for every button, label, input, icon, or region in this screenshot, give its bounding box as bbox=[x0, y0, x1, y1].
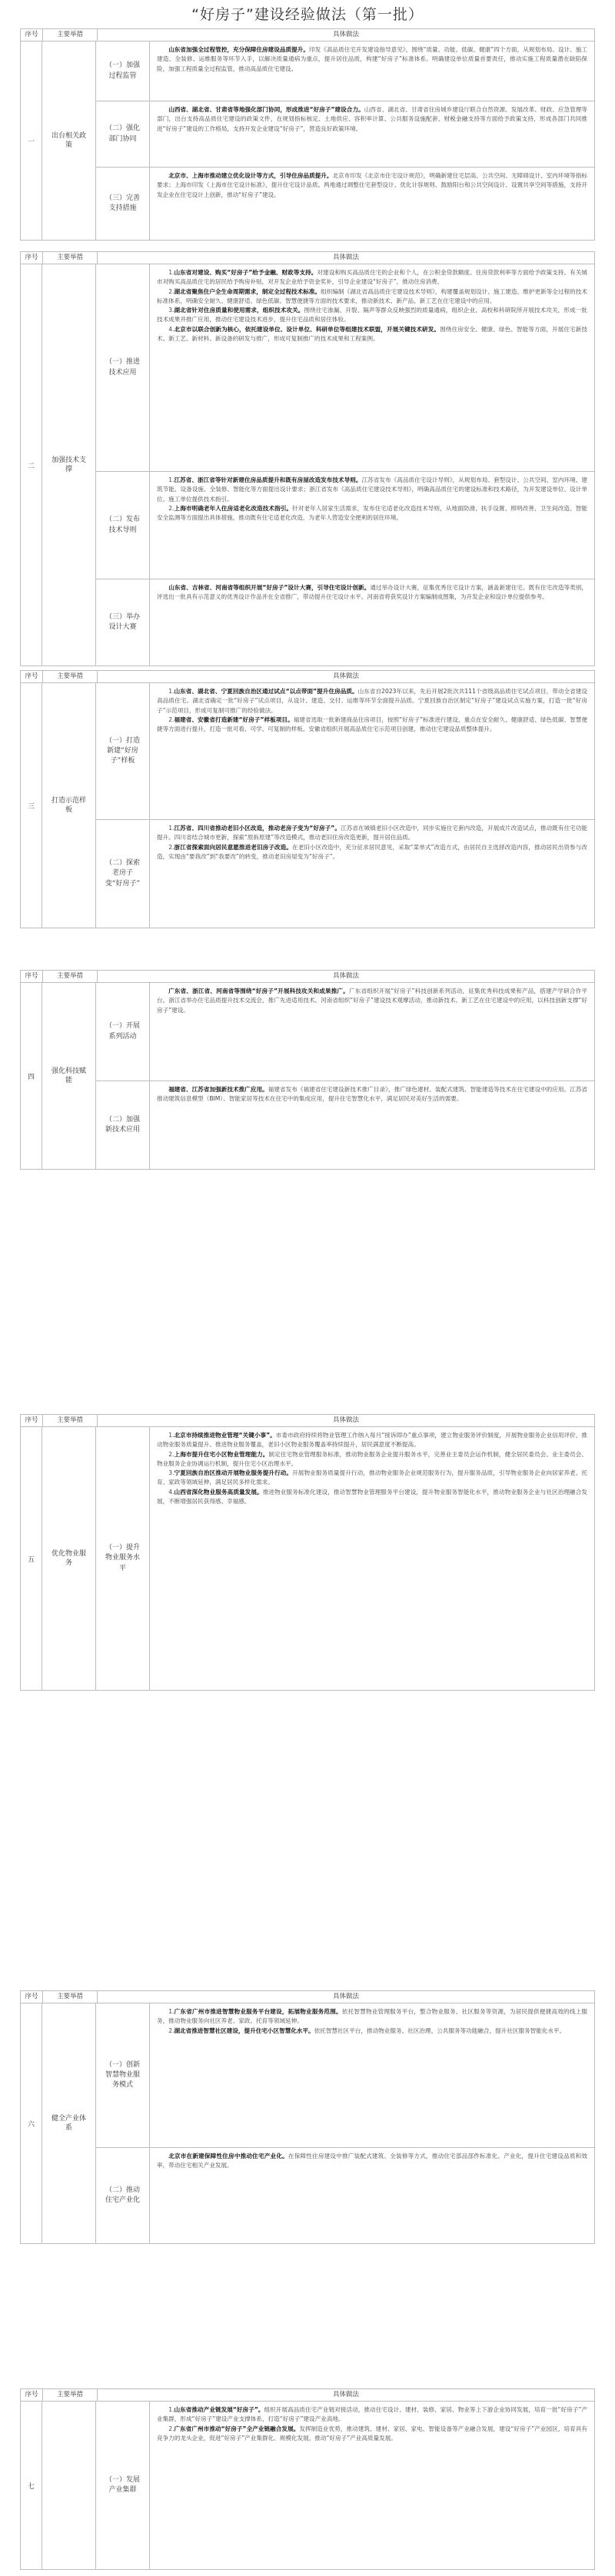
measure-label: （一）提升物业服务水平 bbox=[96, 1427, 150, 1690]
paragraph-text: 依托智慧社区平台，推动物业服务、社区治理、公共服务等功能融合，提升社区服务智能化水平。 bbox=[314, 2027, 566, 2034]
paragraph-lead: 山东省推动产业链发展“好房子”。 bbox=[174, 2406, 264, 2413]
detail-paragraph bbox=[157, 287, 587, 307]
paragraph-lead: 上海市明确老年人住房适老化改造技术指引。 bbox=[174, 504, 293, 512]
detail-paragraph bbox=[157, 824, 587, 843]
section-category: 优化物业服务 bbox=[42, 1427, 96, 1690]
paragraph-text: 在保障性住房建设中推广装配式建筑、全装修等方式，推动住宅部品部件标准化、产业化，提升住宅建设品质和效率，带动住宅相关产业发展。 bbox=[157, 2153, 587, 2169]
paragraph-text: 对建设和购买高品质住宅的企业和个人，在公积金贷款额度、住房贷款利率等方面给予政策支持。有关城市对购买高品质住宅的居民给予购房补贴，对开发企业给予资金奖补，引导企业建设“好房子”，推动住房消费。 bbox=[157, 269, 588, 286]
paragraph-lead: 江苏省、浙江省等针对新建住房品质提升和既有房屋改造发布技术导则。 bbox=[174, 476, 362, 483]
paragraph-number: 2. bbox=[168, 715, 175, 723]
paragraph-number: 2. bbox=[168, 2425, 175, 2432]
detail-paragraph bbox=[157, 1450, 587, 1469]
header-category: 主要举措 bbox=[43, 671, 98, 682]
header-text: 具体做法 bbox=[332, 254, 359, 261]
paragraph-lead: 宁夏回族自治区推动开展物业服务提升行动。 bbox=[174, 1469, 293, 1477]
measure-label: （一）创新智慧物业服务模式 bbox=[96, 2003, 150, 2147]
measure-label: （三）完善支持措施 bbox=[96, 168, 150, 240]
measure-detail bbox=[150, 472, 594, 579]
measure-label: （二）强化部门协同 bbox=[96, 101, 150, 167]
table-header bbox=[21, 1415, 594, 1427]
detail-paragraph bbox=[157, 171, 587, 200]
measure-row bbox=[96, 168, 594, 240]
header-text: 具体做法 bbox=[332, 2391, 359, 2398]
measure-row bbox=[96, 472, 594, 579]
section-category: 加强技术支撑 bbox=[42, 264, 96, 666]
section-5 bbox=[20, 1414, 595, 1691]
paragraph-number: 4. bbox=[168, 325, 175, 333]
section-4 bbox=[20, 970, 595, 1170]
paragraph-lead: 福建省、江苏省加强新技术推广应用。 bbox=[168, 1086, 268, 1093]
paragraph-text: 组织编制《湖北省高品质住宅建设技术导则》，构建覆盖规划设计、施工建造、维护更新等全过程的技术标准体系，明确安全耐久、健康舒适、绿色低碳、智慧便捷等方面的技术要求，推动新技术、新产品、新工艺在住宅建设中的应用。 bbox=[157, 287, 587, 304]
section-rows bbox=[96, 1427, 594, 1690]
measure-detail bbox=[150, 820, 594, 928]
section-rows bbox=[96, 2402, 594, 2569]
detail-paragraph bbox=[157, 1488, 587, 1507]
measure-detail bbox=[150, 2402, 594, 2569]
header-seq: 序号 bbox=[21, 1991, 43, 2003]
measure-detail bbox=[150, 683, 594, 819]
measure-detail bbox=[150, 579, 594, 666]
header-text: 具体做法 bbox=[332, 672, 359, 680]
paragraph-lead: 北京市、上海市推动建立优化设计等方式，引导住房品质提升。 bbox=[168, 172, 333, 179]
detail-paragraph bbox=[157, 583, 587, 603]
section-rows bbox=[96, 683, 594, 928]
measure-label: （一）加强过程监管 bbox=[96, 41, 150, 101]
table-header bbox=[21, 29, 594, 41]
paragraph-number: 4. bbox=[168, 1488, 175, 1495]
paragraph-number: 2. bbox=[168, 504, 175, 512]
detail-paragraph bbox=[157, 2152, 587, 2171]
paragraph-text: 推进物业服务标准化建设，推动智慧物业管理服务平台建设，提升物业服务智能化水平，推动物业服务企业与社区治理融合发展，不断增强居民获得感、幸福感。 bbox=[157, 1488, 587, 1505]
paragraph-number: 2. bbox=[168, 843, 175, 851]
section-seq: 一 bbox=[21, 41, 42, 240]
header-category: 主要举措 bbox=[43, 2389, 98, 2401]
paragraph-number: 1. bbox=[168, 688, 175, 695]
paragraph-text: 制定住宅物业管理服务标准，推动物业服务企业提升服务水平，完善业主委员会运作机制，健全居民委员会、业主委员会、物业服务企业协调运行机制，提升住宅小区治理水平。 bbox=[157, 1450, 588, 1467]
measure-label: （一）开展系列活动 bbox=[96, 983, 150, 1081]
paragraph-lead: 江苏省、四川省推动老旧小区改造，推动老房子变为“好房子”。 bbox=[174, 825, 341, 832]
header-category: 主要举措 bbox=[43, 1991, 98, 2003]
section-category: 打造示范样板 bbox=[42, 683, 96, 928]
paragraph-text: 北京市印发《北京市住宅设计规范》，明确新建住宅层高、公共空间、无障碍设计、室内环境等指标要求；上海市印发《上海市住宅设计标准》，提升住宅设计品质。两地通过调整住宅套型设计、优化计容规则、鼓励阳台和公共空间设计、设置共享空间等措施，支持开发企业在住宅设计上创新，推动“好房子”建设。 bbox=[157, 172, 587, 198]
measure-label: （一）打造新建“好房子”样板 bbox=[96, 683, 150, 819]
detail-paragraph bbox=[157, 504, 587, 523]
section-seq: 六 bbox=[21, 2003, 42, 2243]
detail-paragraph bbox=[157, 2425, 587, 2444]
paragraph-text: 市委市政府持续将物业管理工作纳入每月“接诉即办”重点事项，建立物业服务评价制度，开展物业服务企业信用评价，推动物业服务质量提升。推进物业服务覆盖，老旧小区物业服务覆盖率持续提升，居民满意度不断提高。 bbox=[157, 1432, 587, 1449]
measure-label: （二）发布技术导则 bbox=[96, 472, 150, 579]
section-rows bbox=[96, 2003, 594, 2243]
measure-detail bbox=[150, 2148, 594, 2243]
table-header bbox=[21, 971, 594, 983]
paragraph-lead: 山东省、湖北省、宁夏回族自治区通过试点“以点带面”提升住房品质。 bbox=[174, 688, 358, 695]
paragraph-lead: 福建省、安徽省打造新建“好房子”样板项目。 bbox=[174, 715, 294, 723]
header-category: 主要举措 bbox=[43, 29, 98, 41]
paragraph-number: 1. bbox=[168, 825, 175, 832]
section-2 bbox=[20, 251, 595, 666]
paragraph-lead: 山西省深化物业服务高质量发展。 bbox=[174, 1488, 263, 1495]
section-7 bbox=[20, 2388, 595, 2570]
header-seq: 序号 bbox=[21, 1415, 43, 1426]
section-seq: 二 bbox=[21, 264, 42, 666]
measure-row bbox=[96, 2148, 594, 2243]
paragraph-lead: 北京市以联合创新为核心，依托建设单位、设计单位、科研单位等组建技术联盟，开展关键技术研发。 bbox=[174, 325, 440, 333]
measure-detail bbox=[150, 168, 594, 240]
measure-detail bbox=[150, 1427, 594, 1690]
header-seq: 序号 bbox=[21, 252, 43, 264]
paragraph-text: 印发《高品质住宅开发建设指导意见》，围绕“质量、功能、低碳、健康”四个方面，从规划布局、设计、施工建造、全装修、运维服务等环节入手，以解决质量通病为重点，提升居住品质，构建“好房子”标准体系。明确建设单位质量首要责任，推动实施工程质量潜在缺陷保险，加强工程质量全过程监管，推动高品质住宅建设。 bbox=[157, 46, 588, 72]
measure-detail bbox=[150, 264, 594, 471]
section-category: 健全产业体系 bbox=[42, 2003, 96, 2243]
measure-detail bbox=[150, 41, 594, 101]
measure-label: （三）举办设计大赛 bbox=[96, 579, 150, 666]
header-seq: 序号 bbox=[21, 971, 43, 982]
detail-paragraph bbox=[157, 687, 587, 715]
paragraph-lead: 广东省广州市推进智慧物业服务平台建设，拓展物业服务范围。 bbox=[174, 2008, 342, 2015]
section-3 bbox=[20, 670, 595, 928]
measure-row bbox=[96, 820, 594, 928]
table-header bbox=[21, 252, 594, 264]
paragraph-lead: 北京市在新建保障性住房中推动住宅产业化。 bbox=[168, 2153, 288, 2159]
detail-paragraph bbox=[157, 476, 587, 504]
paragraph-number: 1. bbox=[168, 476, 175, 483]
paragraph-text: 山东省自2023年以来，先后开展2批次共111个省级高品质住宅试点项目，带动全省建设高品质住宅。湖北省确定一批“好房子”试点项目，从设计、建造、交付、运维等环节全面提升品质。宁夏回族自治区制定“好房子”建设试点实施方案，打造一批“好房子”示范项目，形成可复制可推广的经验做法。 bbox=[157, 688, 587, 714]
section-category: 强化科技赋能 bbox=[42, 983, 96, 1169]
header-text: 具体做法 bbox=[332, 1993, 359, 2000]
header-seq: 序号 bbox=[21, 671, 43, 682]
measure-label: （一）发展产业集群 bbox=[96, 2402, 150, 2569]
paragraph-text: 通过举办设计大赛，征集优秀住宅设计方案，涵盖新建住宅、既有住宅改造等类别，评选出一批具有示范意义的优秀设计作品并在全省推广，带动提升住宅设计水平。河南省将获奖设计方案编制成图集，为开发企业和设计单位提供参考。 bbox=[157, 584, 587, 601]
paragraph-text: 开展物业服务质量提升行动，推动物业服务企业规范服务行为，提升服务品质，引导物业服务企业向居家养老、托育、家政等领域延伸，满足居民多样化需求。 bbox=[157, 1469, 588, 1486]
detail-paragraph bbox=[157, 2027, 587, 2036]
table-header bbox=[21, 671, 594, 683]
paragraph-text: 在老旧小区改造中，充分征求居民意见，采取“菜单式”改造方式，由居民自主选择改造内容，推动居民出资参与改造，实现由“要我改”到“我要改”的转变，推动老旧房屋变为“好房子”。 bbox=[157, 843, 587, 860]
header-seq: 序号 bbox=[21, 2389, 43, 2401]
paragraph-number: 2. bbox=[168, 287, 175, 295]
detail-paragraph bbox=[157, 843, 587, 862]
measure-row bbox=[96, 683, 594, 820]
detail-paragraph bbox=[157, 325, 587, 344]
measure-row bbox=[96, 983, 594, 1081]
measure-detail bbox=[150, 1081, 594, 1169]
header-seq: 序号 bbox=[21, 29, 43, 41]
section-rows bbox=[96, 983, 594, 1169]
section-seq: 四 bbox=[21, 983, 42, 1169]
measure-row bbox=[96, 579, 594, 666]
detail-paragraph bbox=[157, 1085, 587, 1104]
measure-detail bbox=[150, 983, 594, 1081]
paragraph-number: 1. bbox=[168, 1432, 175, 1439]
paragraph-number: 2. bbox=[168, 2027, 175, 2034]
detail-paragraph bbox=[157, 45, 587, 74]
paragraph-text: 福建省发布《福建省住宅建设新技术推广目录》，推广绿色建材、装配式建筑、智能建造等技术在住宅建设中的应用。江苏省推动建筑信息模型（BIM）、智能家居等技术在住宅中的集成应用，提升住宅智慧化水平，满足居民对美好生活的需要。 bbox=[157, 1086, 587, 1103]
measure-row bbox=[96, 41, 594, 101]
paragraph-lead: 上海市提升住宅小区物业管理能力。 bbox=[174, 1450, 269, 1458]
paragraph-number: 3. bbox=[168, 1469, 175, 1477]
page-title: “好房子”建设经验做法（第一批） bbox=[191, 6, 424, 23]
measure-label: （一）推进技术应用 bbox=[96, 264, 150, 471]
paragraph-text: 山西省、湖北省、甘肃省住房城乡建设厅联合自然资源、发展改革、财政、应急管理等部门，出台支持高品质住宅建设的政策文件，在规划指标核定、土地供应、容积率计算、公共服务设施配套、财税金融支持等方面给予政策支持，形成各部门共同推进“好房子”建设的工作格局，支持开发企业建设“好房子”，营造良好政策环境。 bbox=[157, 106, 587, 132]
detail-paragraph bbox=[157, 1469, 587, 1488]
section-6 bbox=[20, 1990, 595, 2244]
paragraph-text: 发挥制造业优势，推动建筑、建材、家居、家电、智能设备等产业融合发展，建设“好房子”产业园区，培育具有竞争力的龙头企业，促进“好房子”产业集群化、规模化发展，推动“好房子”产业高质量发展。 bbox=[157, 2425, 587, 2442]
paragraph-lead: 山东省对建设、购买“好房子”给予金融、财政等支持。 bbox=[174, 269, 317, 276]
paragraph-lead: 广东省广州市推动“好房子”全产业链融合发展。 bbox=[174, 2425, 300, 2432]
paragraph-text: 广东省组织开展“好房子”科技创新系列活动，征集优秀科技成果和产品，搭建产学研合作平台。浙江省举办住宅品质提升技术交流会，推广先进适用技术。河南省组织“好房子”建设技术观摩活动，推动新技术、新工艺在住宅建设中的应用，以科技创新支撑“好房子”建设。 bbox=[157, 988, 587, 1014]
measure-row bbox=[96, 101, 594, 168]
measure-label: （二）探索老房子变“好房子” bbox=[96, 820, 150, 928]
measure-row bbox=[96, 2402, 594, 2569]
measure-detail bbox=[150, 2003, 594, 2147]
measure-label: （二）加强新技术应用 bbox=[96, 1081, 150, 1169]
paragraph-text: 依托智慧物业管理服务平台，整合物业服务、社区服务等资源，为居民提供便捷高效的线上服务，推动物业服务向社区养老、家政、托育等领域延伸。 bbox=[157, 2008, 588, 2025]
measure-detail bbox=[150, 101, 594, 167]
paragraph-lead: 湖北省针对住房质量和使用需求，组织技术攻关。 bbox=[174, 307, 304, 314]
paragraph-lead: 浙江省探索面向居民意愿推进老旧房子改造。 bbox=[174, 843, 293, 851]
paragraph-text: 组织开展高品质住宅产业链对接活动，推动住宅设计、建材、装修、家居、物业等上下游企业协同发展，培育一批“好房子”产业集群，形成“好房子”建设产业支撑体系，打造“好房子”建设产业高地。 bbox=[157, 2406, 587, 2423]
measure-row bbox=[96, 1081, 594, 1169]
header-category: 主要举措 bbox=[43, 971, 98, 982]
section-seq: 五 bbox=[21, 1427, 42, 1690]
paragraph-lead: 广东省、浙江省、河南省等围绕“好房子”开展科技攻关和成果推广。 bbox=[168, 988, 350, 994]
section-1 bbox=[20, 28, 595, 241]
paragraph-text: 江苏省发布《高品质住宅设计导则》，从规划布局、套型设计、公共空间、室内环境、建筑节能、设备设施、全装修、智能化等方面提出设计要求；浙江省发布《高品质住宅建设技术导则》，明确高品质住宅的建设标准和技术路径，为开发建设单位、设计单位、施工单位提供技术指引。 bbox=[157, 476, 587, 503]
section-category: 出台相关政策 bbox=[42, 41, 96, 240]
paragraph-lead: 北京市持续推进物业管理“关键小事”。 bbox=[174, 1432, 276, 1439]
paragraph-lead: 湖北省推进智慧社区建设，提升住宅小区智慧化水平。 bbox=[174, 2027, 314, 2034]
measure-row bbox=[96, 264, 594, 472]
detail-paragraph bbox=[157, 987, 587, 1015]
paragraph-text: 福建省选取一批新建商品住房项目，按照“好房子”标准进行建设，重点在安全耐久、健康舒适、绿色低碳、智慧便捷等方面进行提升，打造一批可看、可学、可复制的样板。安徽省组织开展高品质住宅示范项目创建，推动住宅建设品质整体提升。 bbox=[157, 715, 587, 733]
detail-paragraph bbox=[157, 715, 587, 735]
paragraph-text: 围绕住宅渗漏、开裂、隔声等群众反映强烈的质量通病，组织企业、高校和科研院所开展技术攻关，形成一批技术成果并推广应用，推动住宅建设技术进步，提升住宅品质和居住体验。 bbox=[157, 307, 587, 324]
paragraph-lead: 湖北省聚焦住户全生命周期需求，制定全过程技术标准。 bbox=[174, 287, 321, 295]
paragraph-number: 3. bbox=[168, 307, 175, 314]
paragraph-number: 1. bbox=[168, 2406, 175, 2413]
detail-paragraph bbox=[157, 306, 587, 325]
measure-row bbox=[96, 2003, 594, 2148]
detail-paragraph bbox=[157, 268, 587, 287]
header-category: 主要举措 bbox=[43, 252, 98, 264]
paragraph-text: 围绕住房安全、健康、绿色、智能等方面，开展住宅新技术、新工艺、新材料、新设备的研发与推广，形成可复制推广的技术成果和工程案例。 bbox=[157, 325, 587, 343]
measure-label: （二）推动住宅产业化 bbox=[96, 2148, 150, 2243]
header-text: 具体做法 bbox=[332, 972, 359, 980]
detail-paragraph bbox=[157, 2405, 587, 2425]
paragraph-number: 1. bbox=[168, 269, 175, 276]
detail-paragraph bbox=[157, 105, 587, 134]
paragraph-lead: 山西省、湖北省、甘肃省等地强化部门协同，形成推进“好房子”建设合力。 bbox=[168, 106, 364, 113]
paragraph-text: 江苏省在城镇老旧小区改造中，同步实施住宅套内改造，开展成片改造试点，推动既有住宅功能提升。四川省结合城市更新，探索“原拆原建”等改造模式，推动老旧住房改造更新，提升居住品质。 bbox=[157, 825, 588, 842]
detail-paragraph bbox=[157, 1431, 587, 1450]
header-text: 具体做法 bbox=[332, 1416, 359, 1424]
section-seq: 七 bbox=[21, 2402, 42, 2569]
paragraph-lead: 山东省加强全过程管控，充分保障住房建设品质提升。 bbox=[168, 46, 309, 53]
paragraph-number: 2. bbox=[168, 1450, 175, 1458]
paragraph-text: 针对老年人居家生活需求，发布住宅适老化改造技术导则，从地面防滑、扶手设置、照明改善、卫生间改造、智能安全监测等方面提出具体措施，推动既有住宅适老化改造，为老年人营造安全便利的居住环境。 bbox=[157, 504, 588, 522]
detail-paragraph bbox=[157, 2007, 587, 2027]
section-rows bbox=[96, 41, 594, 240]
section-rows bbox=[96, 264, 594, 666]
header-text: 具体做法 bbox=[332, 31, 359, 38]
header-category: 主要举措 bbox=[43, 1415, 98, 1426]
table-header bbox=[21, 1991, 594, 2003]
paragraph-number: 1. bbox=[168, 2008, 175, 2015]
section-seq: 三 bbox=[21, 683, 42, 928]
paragraph-lead: 山东省、吉林省、河南省等组织开展“好房子”设计大赛，引导住宅设计创新。 bbox=[168, 584, 371, 591]
section-category bbox=[42, 2402, 96, 2569]
table-header bbox=[21, 2389, 594, 2402]
measure-row bbox=[96, 1427, 594, 1690]
